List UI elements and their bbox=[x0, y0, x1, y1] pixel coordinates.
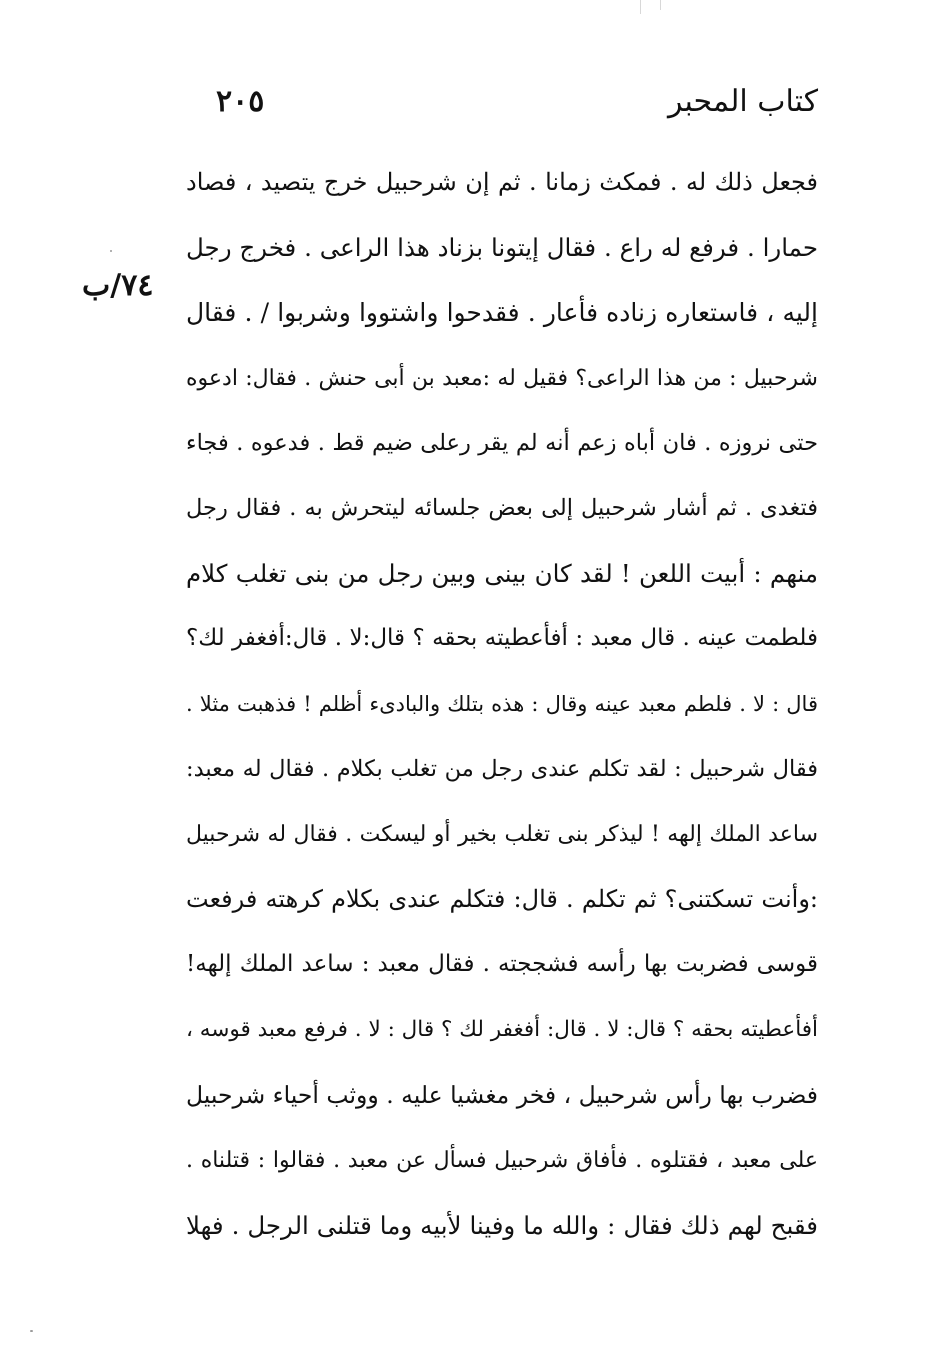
text-line: :وأنت تسكتنى؟ ثم تكلم . قال: فتكلم عندى بكلام كرهته فرفعت bbox=[186, 885, 818, 914]
text-line: منهم : أبيت اللعن ! لقد كان بينى وبين رجل من بنى تغلب كلام bbox=[186, 559, 818, 589]
text-line: فلطمت عينه . قال معبد : أفأعطيته بحقه ؟ قال:لا . قال:أفغفر لك؟ bbox=[186, 625, 818, 652]
text-line: حتى نروزه . فان أباه زعم أنه لم يقر رعلى ضيم قط . فدعوه . فجاء bbox=[186, 429, 818, 456]
text-line: ساعد الملك إلهه ! ليذكر بنى تغلب بخير أو ليسكت . فقال له شرحبيل bbox=[186, 821, 818, 847]
body-text bbox=[186, 150, 818, 1258]
text-line: شرحبيل : من هذا الراعى؟ فقيل له :معبد بن أبى حنش . فقال: ادعوه bbox=[186, 365, 818, 391]
text-line: أفأعطيته بحقه ؟ قال: لا . قال: أفغفر لك ؟ قال : لا . فرفع معبد قوسه ، bbox=[186, 1017, 818, 1043]
scan-speck bbox=[30, 1330, 33, 1332]
page-number: ٢٠٥ bbox=[216, 84, 265, 119]
text-line: فضرب بها رأس شرحبيل ، فخر مغشيا عليه . ووثب أحياء شرحبيل bbox=[186, 1080, 818, 1109]
scan-speck bbox=[110, 250, 112, 252]
manuscript-folio-reference: ٧٤/ب bbox=[82, 268, 154, 303]
text-line: على معبد ، فقتلوه . فأفاق شرحبيل فسأل عن معبد . فقالوا : قتلناه . bbox=[186, 1147, 818, 1173]
page-header bbox=[186, 84, 818, 134]
text-line: فتغدى . ثم أشار شرحبيل إلى بعض جلسائه ليتحرش به . فقال رجل bbox=[186, 494, 818, 521]
text-line: حمارا . فرفع له راع . فقال إيتونا بزناد هذا الراعى . فخرج رجل bbox=[186, 233, 818, 263]
page-edge-mark bbox=[660, 0, 661, 10]
text-line: قال : لا . فلطم معبد عينه وقال : هذه بتلك والبادىء أظلم ! فذهبت مثلا . bbox=[186, 691, 818, 716]
text-line: فقال شرحبيل : لقد تكلم عندى رجل من تغلب بكلام . فقال له معبد: bbox=[186, 755, 818, 782]
text-line: فجعل ذلك له . فمكث زمانا . ثم إن شرحبيل خرج يتصيد ، فصاد bbox=[186, 168, 818, 196]
running-title: كتاب المحبر bbox=[667, 84, 818, 119]
text-line: قوسى فضربت بها رأسه فشججته . فقال معبد : ساعد الملك إلهه! bbox=[186, 951, 818, 978]
text-line: إليه ، فاستعاره زناده فأعار . فقدحوا واشتووا وشربوا / . فقال bbox=[186, 298, 818, 328]
text-line: فقبح لهم ذلك فقال : والله ما وفينا لأبيه وما قتلنى الرجل . فهلا bbox=[186, 1211, 818, 1240]
page-edge-mark bbox=[640, 0, 641, 14]
